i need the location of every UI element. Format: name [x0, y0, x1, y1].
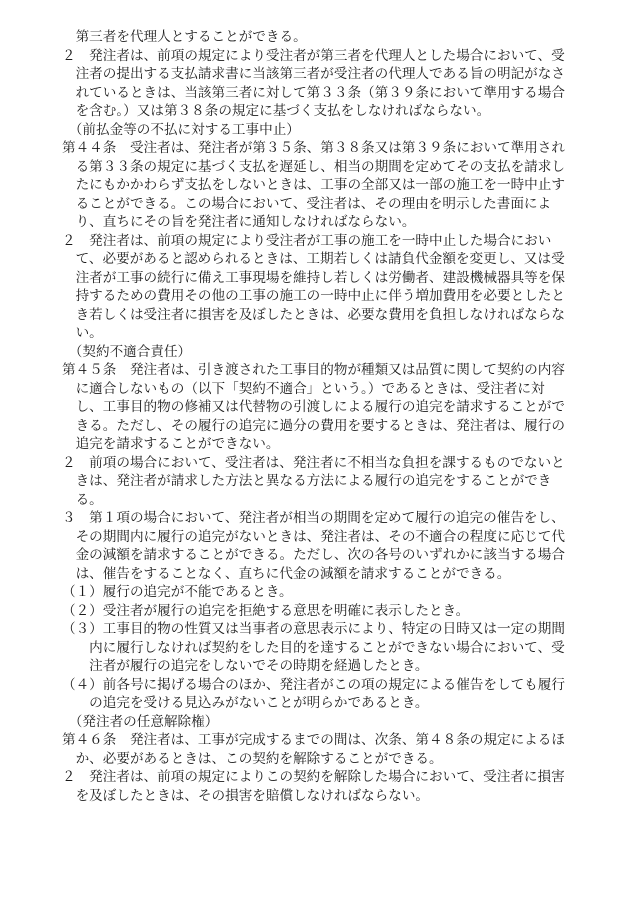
- document-page: [62, 28, 582, 805]
- text-line: 内に履行しなければ契約をした目的を達することができない場合において、受: [62, 639, 565, 656]
- text-line: きは、発注者が請求した方法と異なる方法による履行の追完をすることができ: [62, 473, 552, 489]
- text-line: に適合しないもの（以下「契約不適合」という。）であるときは、受注者に対: [62, 380, 545, 397]
- article-45-line: 第４５条 発注者は、引き渡された工事目的物が種類又は品質に関して契約の内容: [62, 362, 565, 378]
- article-44-line: 第４４条 受注者は、発注者が第３５条、第３８条又は第３９条において準用され: [62, 140, 565, 156]
- text-line: ２ 発注者は、前項の規定により受注者が工事の施工を一時中止した場合におい: [62, 232, 552, 249]
- text-line: は、催告をすることなく、直ちに代金の減額を請求することができる。: [62, 565, 511, 582]
- text-line: 注者が工事の続行に備え工事現場を維持し若しくは労働者、建設機械器具等を保: [62, 269, 565, 286]
- text-line: 追完を請求することができない。: [62, 436, 280, 452]
- text-line: き若しくは受注者に損害を及ぼしたときは、必要な費用を負担しなければならな: [62, 306, 565, 323]
- text-line: 持するための費用その他の工事の施工の一時中止に伴う増加費用を必要としたと: [62, 288, 565, 304]
- section-heading: （前払金等の不払に対する工事中止）: [62, 121, 300, 138]
- section-heading: （契約不適合責任）: [62, 343, 192, 360]
- text-line: し、工事目的物の修補又は代替物の引渡しによる履行の追完を請求することがで: [62, 399, 565, 415]
- text-line: り、直ちにその旨を発注者に通知しなければならない。: [62, 214, 416, 230]
- section-heading: （発注者の任意解除権）: [62, 713, 219, 730]
- text-line: れているときは、当該第三者に対して第３３条（第３９条において準用する場合: [62, 84, 565, 101]
- list-item: （１）履行の追完が不能であるとき。: [62, 584, 293, 600]
- text-line: て、必要があると認められるときは、工期若しくは請負代金額を変更し、又は受: [62, 251, 565, 267]
- text-line: る第３３条の規定に基づく支払を遅延し、相当の期間を定めてその支払を請求し: [62, 158, 565, 175]
- text-line: ２ 前項の場合において、受注者は、発注者に不相当な負担を課するものでないと: [62, 454, 565, 471]
- text-line: ３ 第１項の場合において、発注者が相当の期間を定めて履行の追完の催告をし、: [62, 510, 565, 526]
- text-line: ることができる。この場合において、受注者は、その理由を明示した書面によ: [62, 195, 552, 212]
- text-line: 注者が履行の追完をしないでその時期を経過したとき。: [62, 658, 429, 674]
- text-line: る。: [62, 491, 103, 508]
- list-item: （４）前各号に掲げる場合のほか、発注者がこの項の規定による催告をしても履行: [62, 676, 565, 693]
- text-line: 注者の提出する支払請求書に当該第三者が受注者の代理人である旨の明記がなさ: [62, 66, 565, 82]
- text-line: 第三者を代理人とすることができる。: [62, 29, 307, 45]
- text-line: い。: [62, 325, 103, 341]
- list-item: （３）工事目的物の性質又は当事者の意思表示により、特定の日時又は一定の期間: [62, 621, 565, 637]
- text-line: きる。ただし、その履行の追完に過分の費用を要するときは、発注者は、履行の: [62, 417, 565, 434]
- text-line: の追完を受ける見込みがないことが明らかであるとき。: [62, 695, 429, 711]
- text-line: その期間内に履行の追完がないときは、発注者は、その不適合の程度に応じて代: [62, 528, 565, 545]
- text-line: ２ 発注者は、前項の規定によりこの契約を解除した場合において、受注者に損害: [62, 769, 565, 785]
- text-line: たにもかかわらず支払をしないときは、工事の全部又は一部の施工を一時中止す: [62, 177, 565, 193]
- list-item: （２）受注者が履行の追完を拒絶する意思を明確に表示したとき。: [62, 602, 470, 619]
- text-line: 金の減額を請求することができる。ただし、次の各号のいずれかに該当する場合: [62, 547, 565, 563]
- text-line: を含む。）又は第３８条の規定に基づく支払をしなければならない。: [62, 103, 491, 119]
- text-line: を及ぼしたときは、その損害を賠償しなければならない。: [62, 787, 430, 804]
- text-line: か、必要があるときは、この契約を解除することができる。: [62, 750, 443, 767]
- article-46-line: 第４６条 発注者は、工事が完成するまでの間は、次条、第４８条の規定によるほ: [62, 732, 565, 748]
- text-line: ２ 発注者は、前項の規定により受注者が第三者を代理人とした場合において、受: [62, 47, 565, 64]
